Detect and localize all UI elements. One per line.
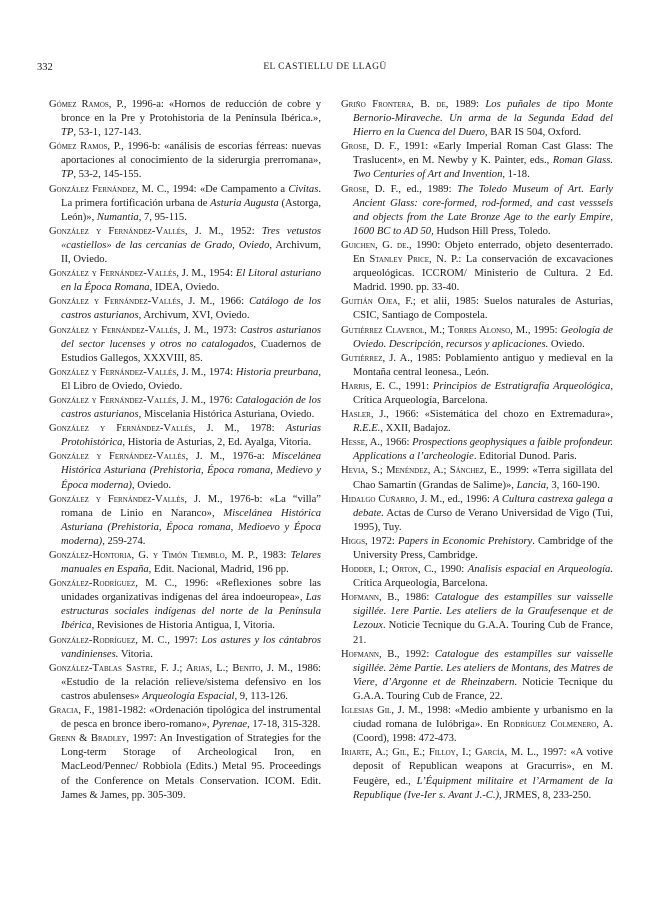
bibliography-entry	[49, 140, 321, 182]
entry-text: Oviedo.	[548, 338, 585, 350]
entry-author: Grose, D. F.	[341, 141, 397, 153]
entry-author: González-Rodríguez, M. C.	[49, 578, 175, 590]
entry-title: Lancia	[516, 479, 547, 491]
entry-text: , 1985: Poblamiento antiguo y medieval en la Montaña central leonesa., León.	[353, 352, 613, 378]
bibliography-entry	[341, 535, 613, 563]
entry-author: Hofmann, B.	[341, 648, 397, 660]
entry-text: ; et alii, 1985: Suelos naturales de Asturias, CSIC, Santiago de Compostela.	[353, 296, 613, 322]
entry-text: , 1952:	[220, 225, 262, 237]
entry-text: , 1989:	[445, 99, 486, 110]
bibliography-entry	[341, 648, 613, 704]
bibliography-entry	[341, 704, 613, 746]
entry-text: , XXII, Badajoz.	[380, 423, 451, 435]
bibliography-entry	[49, 267, 321, 295]
entry-title: Historia preurbana	[235, 366, 319, 378]
entry-text: Crítica Arqueología, Barcelona.	[353, 394, 488, 406]
entry-author: González y Fernández-Vallés, J. M.	[49, 423, 237, 435]
entry-text: , 53-2, 145-155.	[73, 169, 142, 181]
bibliography-entry	[341, 746, 613, 802]
bibliography-left-column	[49, 98, 321, 803]
entry-text: , 1996-b: «análisis de escorias férreas: nuevas aportaciones al conocimiento de la siderurgia prerromana»,	[61, 141, 322, 167]
entry-text: , 1966:	[212, 296, 250, 308]
entry-title: Castros asturianos del sector lucenses y otros no catalogados	[61, 324, 322, 350]
entry-title: Numantia	[96, 211, 139, 223]
entry-author: González y Fernández-Vallés, J. M.	[49, 451, 223, 463]
entry-text: , Cuadernos de Estudios Gallegos, XXXVIII, 85.	[61, 338, 321, 364]
entry-author: Hofmann, B.	[341, 592, 397, 604]
entry-text: . Editorial Dunod. Paris.	[473, 451, 577, 463]
entry-text: , 1997:	[167, 634, 202, 646]
entry-text: , 1998: «Medio ambiente y urbanismo en la ciudad romana de Iulóbriga». En	[353, 705, 614, 731]
entry-title: Los puñales de tipo Monte Bernorio-Miraveche. Un arma de la Segunda Edad del Hierro en la Cuenca del Duero,	[353, 99, 613, 139]
bibliography-entry	[49, 662, 321, 704]
entry-text: Actas de Curso de Verano Universidad de Vigo (Tui, 1995), Tuy.	[353, 507, 613, 533]
entry-author: González-Tablas Sastre, F. J.; Arias, L.; Benito, J. M.	[49, 662, 291, 674]
bibliography-entry	[49, 549, 321, 577]
entry-text: . Noticie Tecnique du G.A.A. Touring Cub de France, 22.	[353, 676, 613, 702]
entry-text: , 1-18.	[502, 169, 530, 181]
entry-author: Hidalgo Cuñarro, J. M.	[341, 493, 443, 505]
entry-author: Grose, D. F.	[341, 183, 399, 195]
bibliography-entry	[341, 591, 613, 647]
entry-text: JRMES, 8, 233-250.	[501, 789, 592, 801]
entry-author: Grenn & Bradley	[49, 733, 127, 745]
entry-title: Civitas	[288, 183, 319, 195]
entry-text: , 17-18, 315-328.	[247, 719, 321, 731]
bibliography-entry	[341, 436, 613, 464]
entry-title: Tres vetustos «castiellos» de las cercanías de Grado, Oviedo	[61, 225, 322, 251]
entry-author: Gómez Ramos, P.	[49, 99, 124, 110]
entry-text: BAR IS 504, Oxford.	[487, 127, 582, 139]
entry-text: , Miscelania Histórica Asturiana, Oviedo.	[138, 409, 315, 421]
entry-text: , Revisiones de Historia Antigua, I, Vitoria.	[91, 620, 275, 632]
entry-text: , ed., 1989:	[398, 183, 458, 195]
bibliography-entry	[49, 577, 321, 633]
entry-text: , 1996: «Reflexiones sobre las unidades organizativas indígenas del área indoeuropea»,	[61, 578, 322, 604]
entry-author: González Fernández, M. C.	[49, 183, 167, 195]
entry-text: , 1986:	[396, 592, 435, 604]
entry-author: Guitián Ojea, F.	[341, 296, 413, 308]
entry-text: : La conservación de excavaciones arqueológicas. ICCROM/ Ministerio de Cultura. 2 Ed. Madrid. 1990. pp. 33-40.	[353, 254, 614, 294]
entry-author: Guichen, G. de.	[341, 239, 410, 251]
entry-title: Catálogo de los castros asturianos	[61, 296, 321, 322]
entry-author: González y Fernández-Vallés, J. M.	[49, 493, 220, 505]
entry-title: Prospections geophysiques a faible profondeur. Applications a l’archeologie	[353, 437, 614, 463]
entry-title: Geología de Oviedo. Descripción, recursos y aplicaciones.	[353, 324, 614, 350]
entry-author: González y Fernández-Vallés, J. M.	[49, 268, 204, 280]
entry-text: Vitoria.	[118, 648, 153, 660]
entry-title: A Cultura castrexa galega a debate.	[353, 493, 613, 519]
entry-author: Iglesias Gil, J. M.	[341, 705, 421, 717]
entry-text: Hudson Hill Press, Toledo.	[433, 225, 551, 237]
entry-text: , 1992:	[396, 648, 435, 660]
entry-text: , 1978:	[236, 423, 286, 435]
entry-title: The Toledo Museum of Art. Early Ancient Glass: core-formed, rod-formed, and cast vesssels and objects from the Late Bronze Age to the early Empire, 1600 BC to AD 50,	[353, 183, 613, 237]
entry-text: , 3, 160-190.	[546, 479, 600, 491]
bibliography-entry	[341, 408, 613, 436]
entry-author: Higgs	[341, 535, 365, 547]
entry-text: , 1972:	[365, 535, 398, 547]
entry-author: Hodder, I.; Orton, C.	[341, 564, 434, 576]
entry-author: Hasler, J.	[341, 409, 387, 421]
entry-author: González y Fernández-Vallés, J. M.	[49, 394, 204, 406]
bibliography-entry	[49, 704, 321, 732]
bibliography-entry	[49, 366, 321, 394]
entry-text: . Cambridge of the University Press, Cambridge.	[353, 535, 614, 561]
entry-text: , 259-274.	[102, 535, 146, 547]
entry-text: (Astorga, León)»,	[61, 197, 321, 223]
entry-title: Catalogue des estampilles sur vaisselle sigillée. 2ème Partie. Les ateliers de Montans, des Matres de Viere, d’Argonne et de Rheinzabern	[353, 648, 614, 688]
entry-text: IDEA, Oviedo.	[152, 282, 220, 294]
entry-author: Gómez Ramos, P.	[49, 141, 122, 153]
bibliography-entry	[49, 634, 321, 662]
entry-text: , 1974:	[203, 366, 236, 378]
entry-text: , 1954:	[203, 268, 236, 280]
entry-title: Asturia Augusta	[210, 197, 279, 209]
bibliography-entry	[341, 239, 613, 295]
entry-text: Crítica Arqueología, Barcelona.	[353, 578, 488, 590]
entry-text: , 1976-a:	[222, 451, 273, 463]
entry-text: , 7, 95-115.	[138, 211, 187, 223]
entry-author: Rodríguez Colmenero, A.	[503, 719, 613, 731]
entry-text: , Archivum, II, Oviedo.	[61, 239, 321, 266]
entry-title: L’Équipment militaire et l’Armament de la Republique (Ive-Ier s. Avant J.-C.),	[353, 775, 613, 801]
entry-title: Principios de Estratigrafía Arqueológica,	[432, 380, 613, 392]
bibliography-entry	[341, 563, 613, 591]
entry-title: Asturias Protohistórica	[61, 423, 322, 449]
bibliography-entry	[49, 295, 321, 323]
entry-title: Telares manuales en España,	[61, 550, 321, 576]
entry-author: Hesse, A.	[341, 437, 381, 449]
bibliography-entry	[49, 450, 321, 492]
entry-author: González y Fernández-Vallés, J. M.	[49, 324, 207, 336]
running-head: EL CASTIELLU DE LLAGÜ	[263, 62, 387, 72]
bibliography-entry	[49, 493, 321, 549]
entry-title: Catalogue des estampilles sur vaisselle sigillée. 1ere Partie. Les ateliers de la Graufesenque et de Lezoux	[353, 592, 614, 632]
entry-text: , 1966:	[380, 437, 413, 449]
entry-author: González y Fernández-Vallés, J. M.	[49, 296, 213, 308]
entry-title: Roman Glass. Two Centuries of Art and Invention	[353, 155, 613, 181]
entry-author: Harris, E. C.	[341, 380, 399, 392]
entry-author: González y Fernández-Vallés, J. M.	[49, 366, 204, 378]
bibliography-entry	[49, 324, 321, 366]
entry-title: El Litoral asturiano en la Época Romana,	[61, 268, 322, 294]
entry-title: Miscelánea Histórica Asturiana (Prehistoria, Época romana, Medievo y Época moderna)	[61, 451, 321, 491]
entry-text: Edit. Nacional, Madrid, 196 pp.	[151, 564, 289, 576]
bibliography-entry	[341, 98, 613, 140]
entry-title: Analisis espacial en Arqueología.	[467, 564, 613, 576]
entry-author: González-Hontoria, G. y Timón Tiemblo, M. P.	[49, 550, 256, 561]
entry-text: . Noticie Tecnique du G.A.A. Touring Cub de France, 21.	[353, 620, 613, 646]
bibliography-entry	[49, 98, 321, 140]
entry-author: Griño Frontera, B. de	[341, 99, 446, 110]
bibliography-entry	[341, 493, 613, 535]
entry-author: Gutiérrez, J. A.	[341, 352, 410, 364]
entry-author: Gutiérrez Claverol, M.; Torres Alonso, M.	[341, 324, 528, 336]
entry-text: , 1996-a: «Hornos de reducción de cobre y bronce en la Pre y Protohistoria de la Península Ibérica.»,	[61, 99, 322, 125]
bibliography-entry	[341, 380, 613, 408]
entry-author: González y Fernández-Vallés, J. M.	[49, 225, 221, 237]
entry-title: Arqueología Espacial	[142, 690, 235, 702]
bibliography-entry	[49, 225, 321, 267]
bibliography-entry	[341, 295, 613, 323]
entry-author: Gracia, F.	[49, 705, 92, 717]
entry-text: , ed., 1996:	[442, 493, 493, 505]
entry-title: Miscelánea Histórica Asturiana (Prehistoria, Época romana, Medioevo y Época moderna)	[61, 507, 321, 547]
entry-text: . La primera fortificación urbana de	[61, 183, 322, 209]
page-number: 332	[37, 62, 53, 73]
entry-text: , 1995:	[527, 324, 561, 336]
entry-text: , 1976-b: «La “villa” romana de Linio en Naranco»,	[61, 493, 321, 519]
bibliography-entry	[49, 732, 321, 802]
entry-text: , El Libro de Oviedo, Oviedo.	[61, 366, 322, 392]
entry-author: Hevia, S.; Menéndez, A.; Sánchez, E.	[341, 465, 500, 477]
entry-text: , Archivum, XVI, Oviedo.	[138, 310, 250, 322]
entry-text: , 1981-1982: «Ordenación tipológica del instrumental de pesca en bronce ibero-romano»,	[61, 705, 321, 731]
entry-text: , 1966: «Sistemática del chozo en Extremadura»,	[386, 409, 613, 421]
entry-text: , 1991:	[398, 380, 433, 392]
entry-text: , 9, 113-126.	[234, 690, 288, 702]
entry-author: Iriarte, A.; Gil, E.; Filloy, I.; García, M. L.	[341, 747, 536, 759]
entry-text: , 1986: «Estudio de la relación relieve/sistema defensivo en los castros abulenses»	[61, 662, 321, 702]
entry-title: Papers in Economic Prehistory	[397, 535, 533, 547]
entry-title: Catalogación de los castros asturianos	[61, 394, 322, 421]
entry-text: , 1990:	[433, 564, 468, 576]
entry-title: R.E.E.	[353, 423, 381, 435]
entry-text: , Oviedo.	[131, 479, 172, 491]
entry-text: , Historia de Asturias, 2, Ed. Ayalga, Vitoria.	[122, 437, 311, 449]
entry-text: , 1999: «Terra sigillata del Chao Samartín (Grandas de Salime)»,	[353, 465, 613, 491]
bibliography-entry	[341, 464, 613, 492]
entry-text: , 1976:	[203, 394, 236, 406]
entry-text: , 53-1, 127-143.	[73, 127, 142, 139]
entry-author: Stanley Price, N. P.	[369, 254, 459, 266]
entry-title: Las estructuras sociales indígenas del norte de la Península Ibérica	[61, 592, 321, 632]
entry-text: , 1973:	[206, 324, 241, 336]
entry-text: , 1997: An Investigation of Strategies for the Long-term Storage of Archeological Iron, en MacLeod/Pennec/ Robbiola (Edits.) Metal 95. Proceedings of the Conference on Metals Conservation. ICOM. Edit. James & James, pp. 305-309.	[61, 733, 321, 801]
bibliography-entry	[341, 352, 613, 380]
entry-title: Pyrenae	[212, 719, 248, 731]
entry-text: , 1990: Objeto enterrado, objeto desenterrado. En	[353, 239, 613, 266]
entry-title: TP	[61, 169, 74, 181]
bibliography-entry	[341, 183, 613, 239]
bibliography-right-column	[341, 98, 613, 803]
entry-text: , 1997: «A votive deposit of Republican weapons at Gracurris», en M. Feugère, ed.,	[353, 747, 613, 787]
entry-author: González-Rodríguez, M. C.	[49, 634, 168, 646]
entry-text: (Coord), 1998: 472-473.	[353, 733, 457, 745]
entry-text: , 1991: «Early Imperial Roman Cast Glass: The Traslucent», en M. Newby y K. Painter, eds.,	[353, 141, 614, 167]
bibliography-entry	[49, 183, 321, 225]
bibliography-entry	[49, 394, 321, 422]
entry-text: , 1983:	[255, 550, 291, 561]
bibliography-entry	[49, 422, 321, 450]
bibliography-entry	[341, 140, 613, 182]
entry-title: TP	[61, 127, 74, 139]
bibliography-entry	[341, 324, 613, 352]
entry-text: , 1994: «De Campamento a	[166, 183, 289, 195]
entry-title: Los astures y los cántabros vandinienses.	[61, 634, 322, 660]
